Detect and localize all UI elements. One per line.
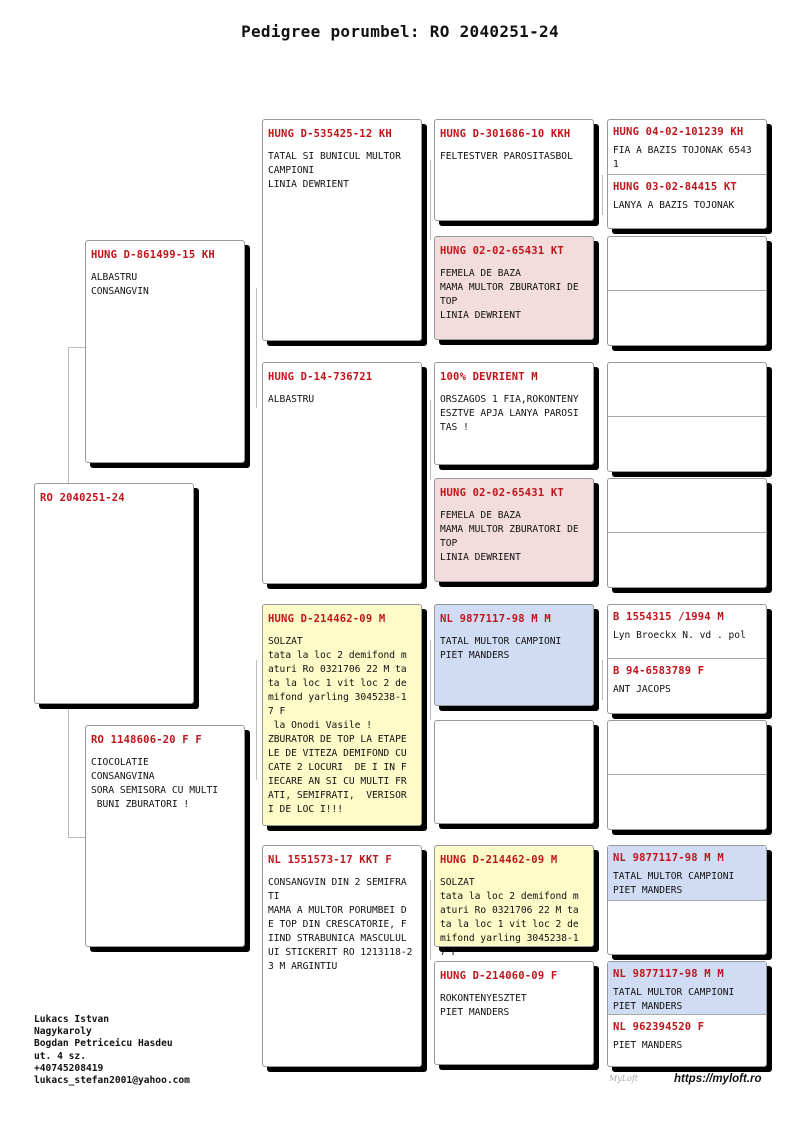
pigeon-card-sdd[interactable] [434,478,594,582]
ring-number: NL 9877117-98 M M [440,613,551,625]
pigeon-description: FEMELA DE BAZA MAMA MULTOR ZBURATORI DE TOP LINIA DEWRIENT [440,268,579,321]
pigeon-description: CONSANGVIN DIN 2 SEMIFRA TI MAMA A MULTOR PORUMBEI D E TOP DIN CRESCATORIE, F IIND STRABUNICA MASCULUL UI STICKERIT RO 1213118-23 M ARGINTIU [268,877,413,972]
owner-street: Bogdan Petriceicu Hasdeu [34,1038,173,1050]
pigeon-description: ORSZAGOS 1 FIA,ROKONTENY ESZTVE APJA LANYA PAROSI TAS ! [440,394,585,433]
owner-phone: +40745208419 [34,1062,104,1074]
pigeon-card-sire[interactable] [85,240,245,463]
pigeon-description: FELTESTVER PAROSITASBOL [440,151,573,162]
owner-city: Nagykaroly [34,1026,92,1038]
pigeon-card-sds[interactable] [434,362,594,465]
ring-number: HUNG D-214060-09 F [440,970,558,982]
pigeon-card-gen5-5[interactable] [607,604,767,714]
connector-line [602,175,603,215]
pigeon-card-ssd[interactable] [434,236,594,340]
pigeon-description: TATAL MULTOR CAMPIONI PIET MANDERS [613,871,735,896]
pigeon-description: PIET MANDERS [613,1040,683,1051]
connector-line [68,347,86,348]
ring-number: 100% DEVRIENT M [440,371,538,383]
ring-number: RO 2040251-24 [40,492,125,504]
pigeon-card-sire-dam[interactable] [262,362,422,584]
ring-number: HUNG D-214462-09 M [440,854,558,866]
ring-number: B 1554315 /1994 M [613,611,724,623]
pigeon-card-dam-sire[interactable] [262,604,422,826]
owner-info [34,1014,190,1087]
pigeon-card-dss[interactable] [434,604,594,706]
pigeon-description: SOLZAT tata la loc 2 demifond m aturi Ro 0321706 22 M ta ta la loc 1 vit loc 2 de mifond yarling 3045238-1 7 F la Onodi Vasile ! ZBURATOR DE TOP LA ETAPE LE DE VITEZA DEMIFOND CU CATE 2 LOCURI DE I IN F IECARE AN SI CU MULTI FR ATI, SEMIFRATI, VERISOR I DE LOC I!!! [268,636,407,815]
pigeon-card-gen5-8[interactable] [607,961,767,1067]
pigeon-description: SOLZAT tata la loc 2 demifond m aturi Ro 0321706 22 M ta ta la loc 1 vit loc 2 de mifond yarling 3045238-1 7 F [440,877,579,958]
website-link[interactable]: https://myloft.ro [674,1073,762,1085]
pigeon-card-gen5-7[interactable] [607,845,767,955]
pigeon-description: TATAL SI BUNICUL MULTOR CAMPIONI LINIA DEWRIENT [268,151,401,190]
pigeon-description: ALBASTRU CONSANGVIN [91,272,149,297]
myloft-logo: MyLoft [609,1074,639,1083]
connector-line [256,660,257,780]
ring-number: HUNG D-861499-15 KH [91,249,215,261]
owner-number: ut. 4 sz. [34,1050,86,1062]
page-title: Pedigree porumbel: RO 2040251-24 [241,22,559,41]
pigeon-card-gen5-2-empty[interactable] [607,236,767,346]
ring-number: HUNG D-214462-09 M [268,613,386,625]
ring-number: NL 9877117-98 M M [613,852,724,864]
ring-number: NL 1551573-17 KKT F [268,854,392,866]
pigeon-card-dsd-empty[interactable] [434,720,594,824]
connector-line [430,400,431,480]
pigeon-card-ddd[interactable] [434,961,594,1065]
ring-number: RO 1148606-20 F F [91,734,202,746]
connector-line [68,837,86,838]
pigeon-description: CIOCOLATIE CONSANGVINA SORA SEMISORA CU MULTI BUNI ZBURATORI ! [91,757,219,810]
pigeon-description: TATAL MULTOR CAMPIONI PIET MANDERS [613,987,735,1012]
pigeon-card-subject[interactable] [34,483,194,704]
pigeon-description: ANT JACOPS [613,684,671,695]
ring-number: HUNG D-301686-10 KKH [440,128,571,140]
ring-number: HUNG 02-02-65431 KT [440,245,564,257]
connector-line [256,288,257,408]
pigeon-card-dds[interactable] [434,845,594,958]
pigeon-description: TATAL MULTOR CAMPIONI PIET MANDERS [440,636,562,661]
pigeon-description: ROKONTENYESZTET PIET MANDERS [440,993,527,1018]
pigeon-card-sss[interactable] [434,119,594,221]
ring-number: HUNG D-14-736721 [268,371,373,383]
pigeon-card-dam-dam[interactable] [262,845,422,1067]
connector-line [430,160,431,240]
pigeon-description: FIA A BAZIS TOJONAK 6543 1 [613,145,758,170]
pigeon-card-dam[interactable] [85,725,245,947]
pigeon-description: FEMELA DE BAZA MAMA MULTOR ZBURATORI DE TOP LINIA DEWRIENT [440,510,579,563]
pigeon-description: Lyn Broeckx N. vd . pol [613,630,746,641]
pigeon-description: LANYA A BAZIS TOJONAK [613,200,735,211]
connector-line [430,880,431,960]
pigeon-description: ALBASTRU [268,394,315,405]
pigeon-card-gen5-1[interactable] [607,119,767,229]
connector-line [602,660,603,700]
connector-line [430,640,431,720]
ring-number: NL 9877117-98 M M [613,968,724,980]
ring-number: B 94-6583789 F [613,665,705,677]
ring-number: HUNG D-535425-12 KH [268,128,392,140]
ring-number: HUNG 04-02-101239 KH [613,126,744,138]
owner-email[interactable]: lukacs_stefan2001@yahoo.com [34,1075,190,1087]
pigeon-card-gen5-4-empty[interactable] [607,478,767,588]
pigeon-card-sire-sire[interactable] [262,119,422,341]
pigeon-card-gen5-3-empty[interactable] [607,362,767,472]
ring-number: HUNG 03-02-84415 KT [613,181,737,193]
owner-name: Lukacs Istvan [34,1014,110,1025]
ring-number: NL 962394520 F [613,1021,705,1033]
ring-number: HUNG 02-02-65431 KT [440,487,564,499]
pigeon-card-gen5-6-empty[interactable] [607,720,767,830]
